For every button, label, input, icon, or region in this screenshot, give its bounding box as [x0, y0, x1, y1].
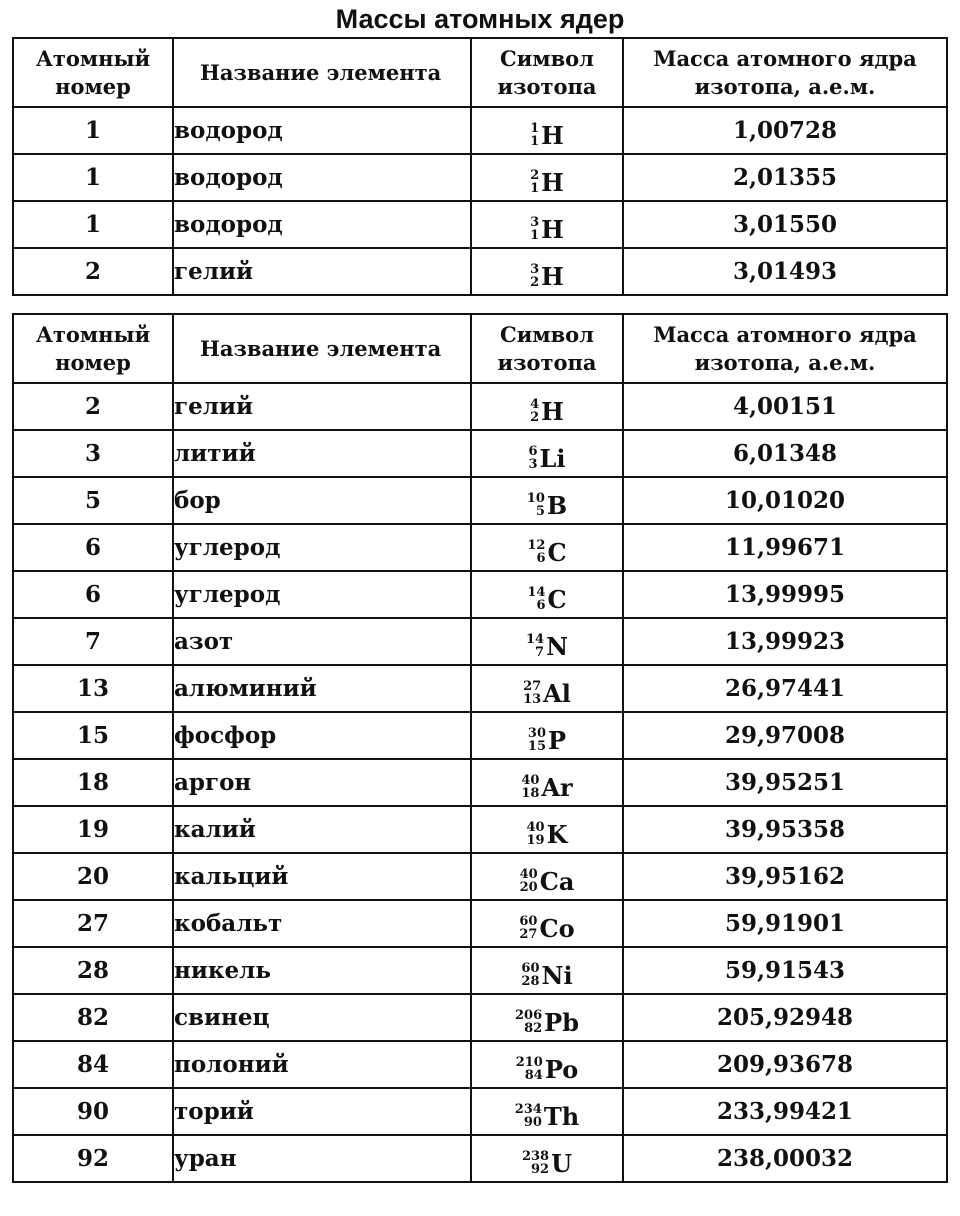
mass-number: 60	[521, 961, 540, 977]
mass-number: 234	[514, 1102, 542, 1118]
isotope-numbers	[521, 774, 539, 800]
header-isotope-symbol-line: Символ	[500, 321, 594, 347]
atomic-number-cell: 82	[13, 994, 173, 1041]
mass-number: 6	[528, 444, 538, 460]
element-symbol: B	[546, 490, 568, 520]
isotope-numbers	[530, 122, 539, 148]
atomic-number-cell: 1	[13, 154, 173, 201]
nuclear-mass-cell: 1,00728	[623, 107, 947, 154]
atomic-number-cell: 15	[13, 712, 173, 759]
element-symbol: H	[541, 261, 564, 291]
header-nuclear-mass-line: изотопа, а.е.м.	[694, 349, 876, 375]
isotope-table-1	[12, 37, 948, 296]
mass-number: 14	[525, 632, 545, 648]
element-symbol: Pb	[544, 1007, 579, 1037]
table-row	[13, 806, 947, 853]
header-row	[13, 314, 947, 383]
table-row	[13, 154, 947, 201]
isotope-numbers	[528, 727, 546, 753]
isotope-numbers	[527, 821, 545, 847]
element-name-cell: литий	[173, 430, 471, 477]
element-name-cell: гелий	[173, 383, 471, 430]
charge-number: 84	[524, 1068, 543, 1084]
isotope-numbers	[530, 398, 539, 424]
isotope-symbol-cell	[471, 712, 623, 759]
nuclear-mass-cell: 11,99671	[623, 524, 947, 571]
isotope-numbers	[519, 915, 537, 941]
header-isotope-symbol-line: изотопа	[497, 73, 597, 99]
element-name-cell: аргон	[173, 759, 471, 806]
isotope-table-2	[12, 313, 948, 1183]
isotope-numbers	[527, 492, 545, 518]
header-atomic-number	[13, 314, 173, 383]
table-row	[13, 1135, 947, 1182]
element-symbol: Ca	[539, 866, 575, 896]
charge-number: 3	[528, 457, 538, 473]
atomic-number-cell: 20	[13, 853, 173, 900]
atomic-number-cell: 2	[13, 248, 173, 295]
header-atomic-number-line: Атомный	[35, 321, 151, 347]
mass-number: 10	[526, 491, 545, 507]
charge-number: 6	[536, 551, 546, 567]
isotope-numbers	[515, 1103, 542, 1129]
nuclear-mass-cell: 39,95358	[623, 806, 947, 853]
isotope-symbol-cell	[471, 947, 623, 994]
element-symbol: Ni	[541, 960, 573, 990]
atomic-number-cell: 3	[13, 430, 173, 477]
mass-number: 3	[530, 262, 540, 278]
isotope-symbol	[523, 679, 571, 708]
isotope-symbol	[519, 914, 574, 943]
table-row	[13, 900, 947, 947]
table-row	[13, 248, 947, 295]
element-symbol: Po	[544, 1054, 579, 1084]
element-name-cell: бор	[173, 477, 471, 524]
mass-number: 14	[527, 585, 546, 601]
header-nuclear-mass-line: Масса атомного ядра	[653, 321, 917, 347]
isotope-symbol	[530, 215, 564, 244]
mass-number: 40	[526, 820, 545, 836]
isotope-symbol-cell	[471, 524, 623, 571]
isotope-symbol-cell	[471, 248, 623, 295]
nuclear-mass-cell: 10,01020	[623, 477, 947, 524]
mass-number: 60	[519, 914, 538, 930]
mass-number: 206	[515, 1008, 543, 1024]
isotope-symbol-cell	[471, 383, 623, 430]
isotope-numbers	[527, 586, 545, 612]
header-isotope-symbol-line: Символ	[500, 45, 594, 71]
nuclear-mass-cell: 59,91901	[623, 900, 947, 947]
isotope-numbers	[530, 216, 539, 242]
table-row	[13, 712, 947, 759]
table-row	[13, 618, 947, 665]
element-symbol: Co	[539, 913, 575, 943]
nuclear-mass-cell: 4,00151	[623, 383, 947, 430]
element-symbol: C	[547, 584, 567, 614]
mass-number: 40	[521, 773, 540, 789]
charge-number: 7	[535, 645, 545, 661]
atomic-number-cell: 27	[13, 900, 173, 947]
isotope-symbol-cell	[471, 430, 623, 477]
element-name-cell: водород	[173, 154, 471, 201]
isotope-symbol	[527, 820, 568, 849]
atomic-number-cell: 7	[13, 618, 173, 665]
nuclear-mass-cell: 3,01550	[623, 201, 947, 248]
isotope-symbol	[515, 1102, 579, 1131]
table-row	[13, 571, 947, 618]
mass-number: 27	[523, 679, 542, 695]
nuclear-mass-cell: 13,99923	[623, 618, 947, 665]
isotope-symbol	[530, 121, 564, 150]
isotope-symbol-cell	[471, 154, 623, 201]
mass-number: 3	[530, 215, 540, 231]
nuclear-mass-cell: 59,91543	[623, 947, 947, 994]
isotope-symbol-cell	[471, 618, 623, 665]
isotope-symbol-cell	[471, 759, 623, 806]
element-symbol: K	[546, 819, 568, 849]
element-name-cell: свинец	[173, 994, 471, 1041]
charge-number: 82	[524, 1021, 543, 1037]
element-name-cell: кобальт	[173, 900, 471, 947]
mass-number: 4	[530, 397, 540, 413]
isotope-symbol	[528, 444, 565, 473]
isotope-symbol	[516, 1055, 579, 1084]
nuclear-mass-cell: 209,93678	[623, 1041, 947, 1088]
table-row	[13, 107, 947, 154]
nuclear-mass-cell: 39,95162	[623, 853, 947, 900]
nuclear-mass-cell: 238,00032	[623, 1135, 947, 1182]
isotope-symbol	[522, 1149, 572, 1178]
nuclear-mass-cell: 2,01355	[623, 154, 947, 201]
atomic-number-cell: 2	[13, 383, 173, 430]
mass-number: 2	[530, 168, 540, 184]
isotope-symbol	[521, 773, 572, 802]
nuclear-mass-cell: 3,01493	[623, 248, 947, 295]
element-symbol: Ar	[541, 772, 573, 802]
atomic-number-cell: 13	[13, 665, 173, 712]
element-symbol: H	[541, 120, 564, 150]
element-symbol: U	[551, 1148, 573, 1178]
table-row	[13, 383, 947, 430]
isotope-numbers	[530, 169, 539, 195]
table-row	[13, 994, 947, 1041]
element-name-cell: углерод	[173, 571, 471, 618]
header-atomic-number-line: Атомный	[35, 45, 151, 71]
table-row	[13, 1088, 947, 1135]
mass-number: 30	[527, 726, 547, 742]
nuclear-mass-cell: 6,01348	[623, 430, 947, 477]
charge-number: 13	[523, 692, 542, 708]
isotope-numbers	[516, 1056, 543, 1082]
atomic-number-cell: 1	[13, 107, 173, 154]
charge-number: 5	[535, 504, 545, 520]
isotope-symbol	[528, 726, 566, 755]
table-row	[13, 477, 947, 524]
element-symbol: N	[546, 631, 569, 661]
isotope-symbol	[530, 262, 564, 291]
isotope-numbers	[526, 633, 544, 659]
charge-number: 92	[531, 1162, 550, 1178]
atomic-number-cell: 1	[13, 201, 173, 248]
atomic-number-cell: 5	[13, 477, 173, 524]
nuclear-mass-cell: 26,97441	[623, 665, 947, 712]
atomic-number-cell: 6	[13, 524, 173, 571]
element-symbol: H	[541, 167, 564, 197]
nuclear-mass-cell: 29,97008	[623, 712, 947, 759]
isotope-symbol	[530, 397, 564, 426]
header-isotope-symbol	[471, 38, 623, 107]
charge-number: 90	[523, 1115, 542, 1131]
isotope-symbol-cell	[471, 201, 623, 248]
isotope-symbol	[527, 491, 567, 520]
atomic-number-cell: 18	[13, 759, 173, 806]
mass-number: 1	[530, 121, 540, 137]
charge-number: 20	[519, 880, 538, 896]
atomic-number-cell: 92	[13, 1135, 173, 1182]
atomic-number-cell: 19	[13, 806, 173, 853]
charge-number: 6	[536, 598, 546, 614]
isotope-numbers	[528, 445, 537, 471]
isotope-numbers	[530, 263, 539, 289]
isotope-symbol-cell	[471, 665, 623, 712]
element-name-cell: азот	[173, 618, 471, 665]
element-symbol: Th	[543, 1101, 580, 1131]
mass-number: 40	[519, 867, 538, 883]
isotope-symbol-cell	[471, 853, 623, 900]
table-row	[13, 201, 947, 248]
table-row	[13, 524, 947, 571]
element-name-cell: никель	[173, 947, 471, 994]
element-symbol: H	[541, 214, 564, 244]
isotope-numbers	[527, 539, 545, 565]
header-nuclear-mass-line: изотопа, а.е.м.	[694, 73, 876, 99]
element-name-cell: гелий	[173, 248, 471, 295]
charge-number: 27	[519, 927, 538, 943]
atomic-number-cell: 6	[13, 571, 173, 618]
header-nuclear-mass	[623, 38, 947, 107]
charge-number: 1	[530, 228, 540, 244]
isotope-symbol	[527, 538, 566, 567]
isotope-numbers	[515, 1009, 542, 1035]
isotope-numbers	[522, 1150, 549, 1176]
nuclear-mass-cell: 233,99421	[623, 1088, 947, 1135]
atomic-number-cell: 90	[13, 1088, 173, 1135]
isotope-symbol	[515, 1008, 579, 1037]
charge-number: 1	[530, 181, 540, 197]
header-row	[13, 38, 947, 107]
isotope-symbol	[520, 867, 575, 896]
charge-number: 15	[527, 739, 547, 755]
isotope-symbol	[530, 168, 564, 197]
element-name-cell: водород	[173, 201, 471, 248]
isotope-symbol-cell	[471, 1135, 623, 1182]
isotope-symbol-cell	[471, 994, 623, 1041]
element-symbol: H	[541, 396, 564, 426]
element-name-cell: уран	[173, 1135, 471, 1182]
charge-number: 1	[530, 134, 540, 150]
isotope-symbol-cell	[471, 806, 623, 853]
element-name-cell: водород	[173, 107, 471, 154]
element-symbol: Al	[543, 678, 571, 708]
element-name-cell: торий	[173, 1088, 471, 1135]
page-title: Массы атомных ядер	[335, 4, 625, 34]
isotope-symbol-cell	[471, 571, 623, 618]
mass-number: 12	[527, 538, 546, 554]
element-name-cell: кальций	[173, 853, 471, 900]
element-name-cell: углерод	[173, 524, 471, 571]
element-symbol: Li	[539, 443, 566, 473]
isotope-symbol	[521, 961, 572, 990]
table-row	[13, 759, 947, 806]
nuclear-mass-cell: 13,99995	[623, 571, 947, 618]
isotope-numbers	[521, 962, 539, 988]
element-name-cell: алюминий	[173, 665, 471, 712]
isotope-symbol-cell	[471, 107, 623, 154]
isotope-numbers	[523, 680, 541, 706]
header-element-name-line: Название элемента	[200, 59, 442, 85]
isotope-symbol	[526, 632, 568, 661]
table-row	[13, 947, 947, 994]
charge-number: 2	[530, 275, 540, 291]
header-element-name-line: Название элемента	[200, 335, 442, 361]
table-row	[13, 1041, 947, 1088]
charge-number: 18	[521, 786, 540, 802]
element-name-cell: полоний	[173, 1041, 471, 1088]
header-atomic-number-line: номер	[55, 73, 131, 99]
mass-number: 210	[515, 1055, 543, 1071]
header-isotope-symbol	[471, 314, 623, 383]
atomic-number-cell: 28	[13, 947, 173, 994]
isotope-symbol-cell	[471, 1088, 623, 1135]
isotope-numbers	[520, 868, 538, 894]
isotope-symbol	[527, 585, 566, 614]
charge-number: 19	[526, 833, 545, 849]
header-element-name	[173, 38, 471, 107]
charge-number: 2	[530, 410, 540, 426]
mass-number: 238	[521, 1149, 550, 1165]
table-row	[13, 853, 947, 900]
element-symbol: P	[548, 725, 567, 755]
element-name-cell: калий	[173, 806, 471, 853]
isotope-symbol-cell	[471, 1041, 623, 1088]
header-nuclear-mass-line: Масса атомного ядра	[653, 45, 917, 71]
nuclear-mass-cell: 39,95251	[623, 759, 947, 806]
atomic-number-cell: 84	[13, 1041, 173, 1088]
isotope-symbol-cell	[471, 900, 623, 947]
header-nuclear-mass	[623, 314, 947, 383]
charge-number: 28	[521, 974, 540, 990]
header-element-name	[173, 314, 471, 383]
table-row	[13, 430, 947, 477]
isotope-symbol-cell	[471, 477, 623, 524]
element-symbol: C	[547, 537, 567, 567]
element-name-cell: фосфор	[173, 712, 471, 759]
header-isotope-symbol-line: изотопа	[497, 349, 597, 375]
header-atomic-number-line: номер	[55, 349, 131, 375]
table-row	[13, 665, 947, 712]
nuclear-mass-cell: 205,92948	[623, 994, 947, 1041]
header-atomic-number	[13, 38, 173, 107]
